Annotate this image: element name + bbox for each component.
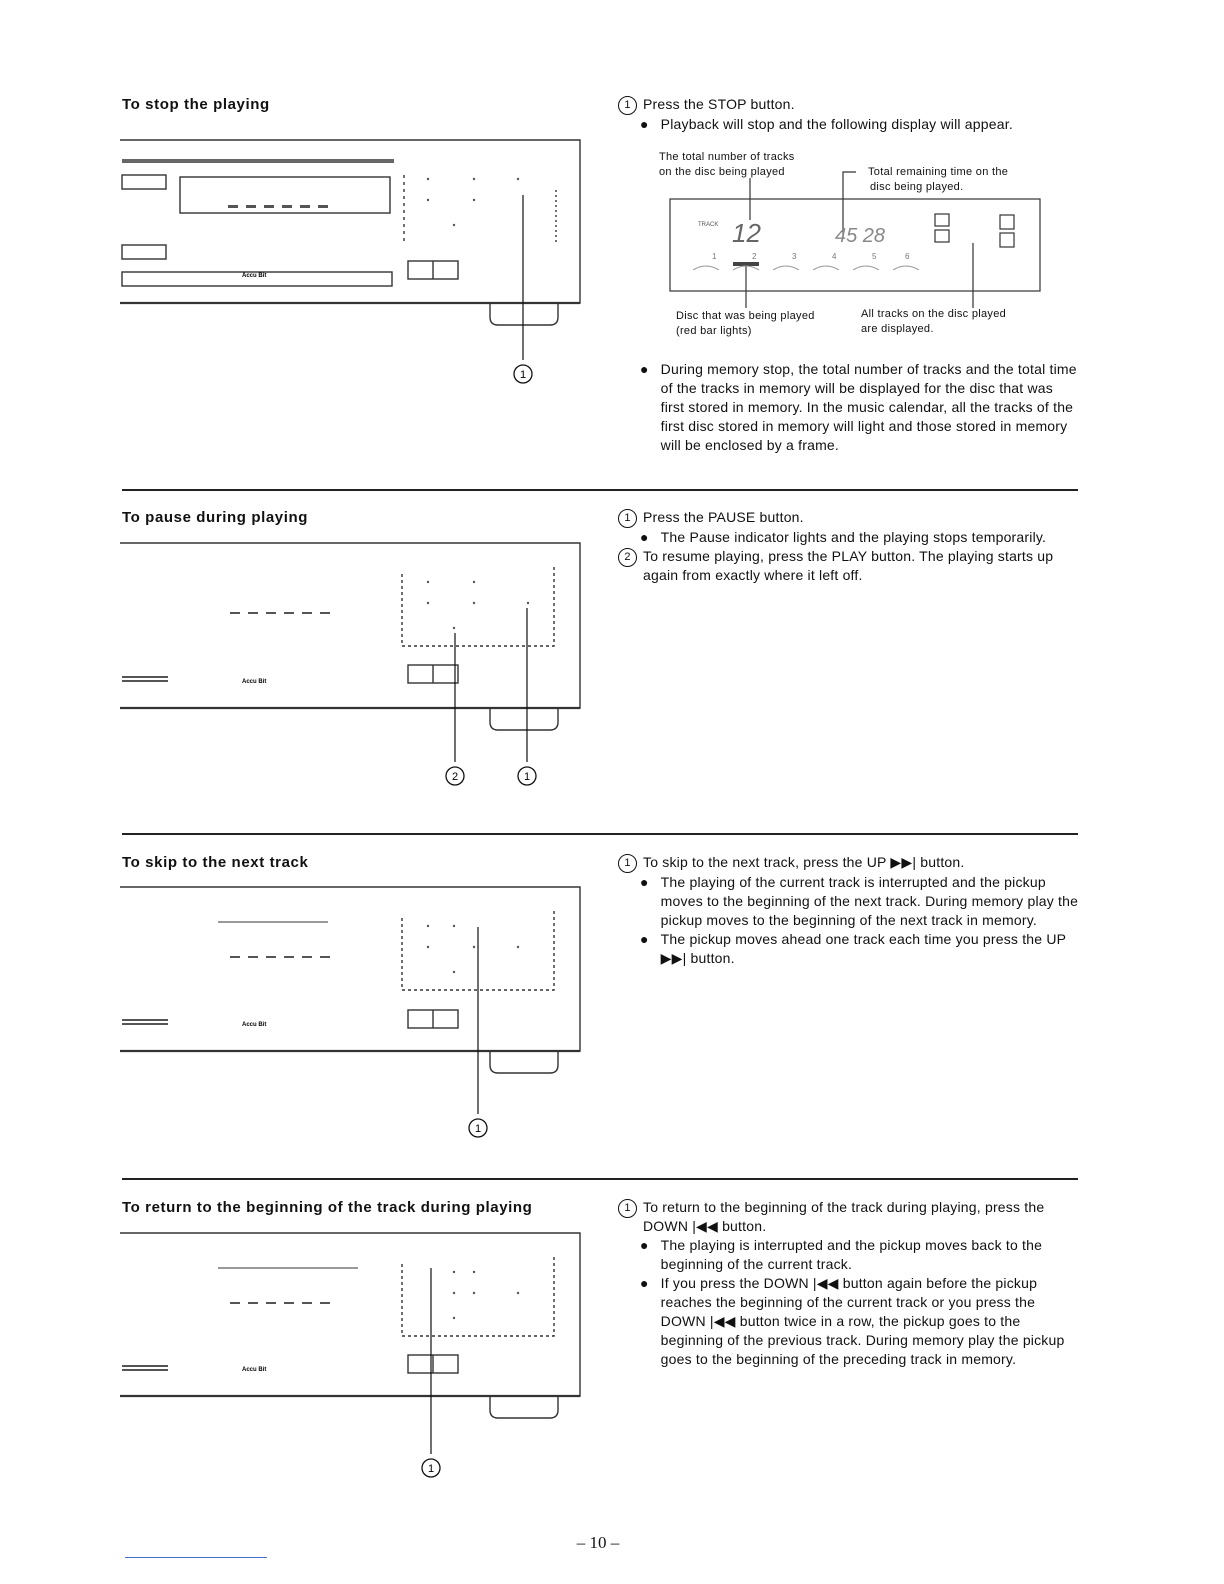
label-remaining-time: Total remaining time on the disc being played. [868,166,1009,193]
step-bullet [618,930,1080,968]
callout-1: 1 [474,1123,482,1135]
label-all-tracks: All tracks on the disc played are displayed. [861,308,1007,335]
bullet-icon: ● [640,931,649,947]
step-text: Press the STOP button. [643,96,795,112]
section-2-heading: To pause during playing [122,509,309,526]
label-disc-played: Disc that was being played (red bar lights) [676,310,815,337]
section-divider [122,833,1078,835]
step-bullet [618,1274,1080,1369]
label-total-tracks: The total number of tracks on the disc being played [659,151,795,178]
disc-number: 6 [905,252,910,261]
bullet-text: If you press the DOWN |◀◀ button again before the pickup reaches the beginning of the current track or you press the DOWN |◀◀ button twice in a row, the pickup goes to the beginning of the previous track. During memory play the pickup goes to the beginning of the preceding track in memory. [660,1275,1065,1367]
bullet-icon: ● [640,529,649,545]
bullet-text: The Pause indicator lights and the playing stops temporarily. [660,529,1047,545]
section-1-steps [618,95,1080,134]
callout-2: 2 [451,771,459,783]
step-number: 1 [618,509,637,528]
section-4-heading: To return to the beginning of the track during playing [122,1199,533,1216]
section-1-heading: To stop the playing [122,96,270,113]
step-1 [618,853,1080,873]
bullet-text: The playing is interrupted and the pickup moves back to the beginning of the current track. [660,1237,1043,1272]
brand-label: Accu Bit [242,273,267,279]
step-bullet [618,1236,1080,1274]
section-3-steps [618,853,1080,968]
track-label: TRACK [698,222,719,228]
bullet-icon: ● [640,361,649,377]
step-number: 2 [618,548,637,567]
step-1 [618,508,1080,528]
device-illustration-2 [118,538,584,790]
section-2-steps [618,508,1080,585]
device-illustration-3 [118,882,584,1142]
step-text: To return to the beginning of the track during playing, press the DOWN |◀◀ button. [643,1199,1045,1234]
device-illustration-1 [118,135,584,387]
step-bullet [618,528,1080,547]
step-number: 1 [618,96,637,115]
bullet-icon: ● [640,874,649,890]
step-bullet [618,873,1080,930]
bullet-text: The pickup moves ahead one track each time you press the UP ▶▶| button. [660,931,1066,966]
brand-label: Accu Bit [242,679,267,685]
disc-number: 2 [752,252,757,261]
disc-number: 1 [712,252,717,261]
step-1 [618,95,1080,115]
footer-line [125,1557,267,1558]
bullet-text: The playing of the current track is interrupted and the pickup moves to the beginning of the next track. During memory play the pickup moves to the beginning of the next track in memory. [660,874,1079,928]
page-number: – 10 – [576,1533,620,1552]
time-value: 45 28 [835,225,886,247]
disc-number: 5 [872,252,877,261]
step-text: To resume playing, press the PLAY button. The playing starts up again from exactly where it left off. [643,548,1054,583]
step-number: 1 [618,1199,637,1218]
callout-1: 1 [523,771,531,783]
section-divider [122,489,1078,491]
bullet-text: Playback will stop and the following display will appear. [660,116,1013,132]
section-divider [122,1178,1078,1180]
track-value: 12 [732,218,761,248]
disc-number: 4 [832,252,837,261]
step-1 [618,1198,1080,1236]
brand-label: Accu Bit [242,1367,267,1373]
note-bullet [618,360,1080,455]
step-text: To skip to the next track, press the UP ▶▶| button. [643,854,965,870]
display-diagram [660,170,1045,310]
section-4-steps [618,1198,1080,1369]
disc-number: 3 [792,252,797,261]
step-2 [618,547,1080,585]
device-illustration-4 [118,1228,584,1490]
step-number: 1 [618,854,637,873]
callout-1: 1 [519,369,527,381]
bullet-icon: ● [640,116,649,132]
section-1-notes [618,360,1080,455]
step-bullet [618,115,1080,134]
section-3-heading: To skip to the next track [122,854,309,871]
bullet-icon: ● [640,1237,649,1253]
step-text: Press the PAUSE button. [643,509,804,525]
brand-label: Accu Bit [242,1022,267,1028]
bullet-icon: ● [640,1275,649,1291]
bullet-text: During memory stop, the total number of tracks and the total time of the tracks in memory will be displayed for the disc that was first stored in memory. In the music calendar, all the tracks of the first disc stored in memory will light and those stored in memory will be enclosed by a frame. [660,361,1077,453]
callout-1: 1 [427,1463,435,1475]
